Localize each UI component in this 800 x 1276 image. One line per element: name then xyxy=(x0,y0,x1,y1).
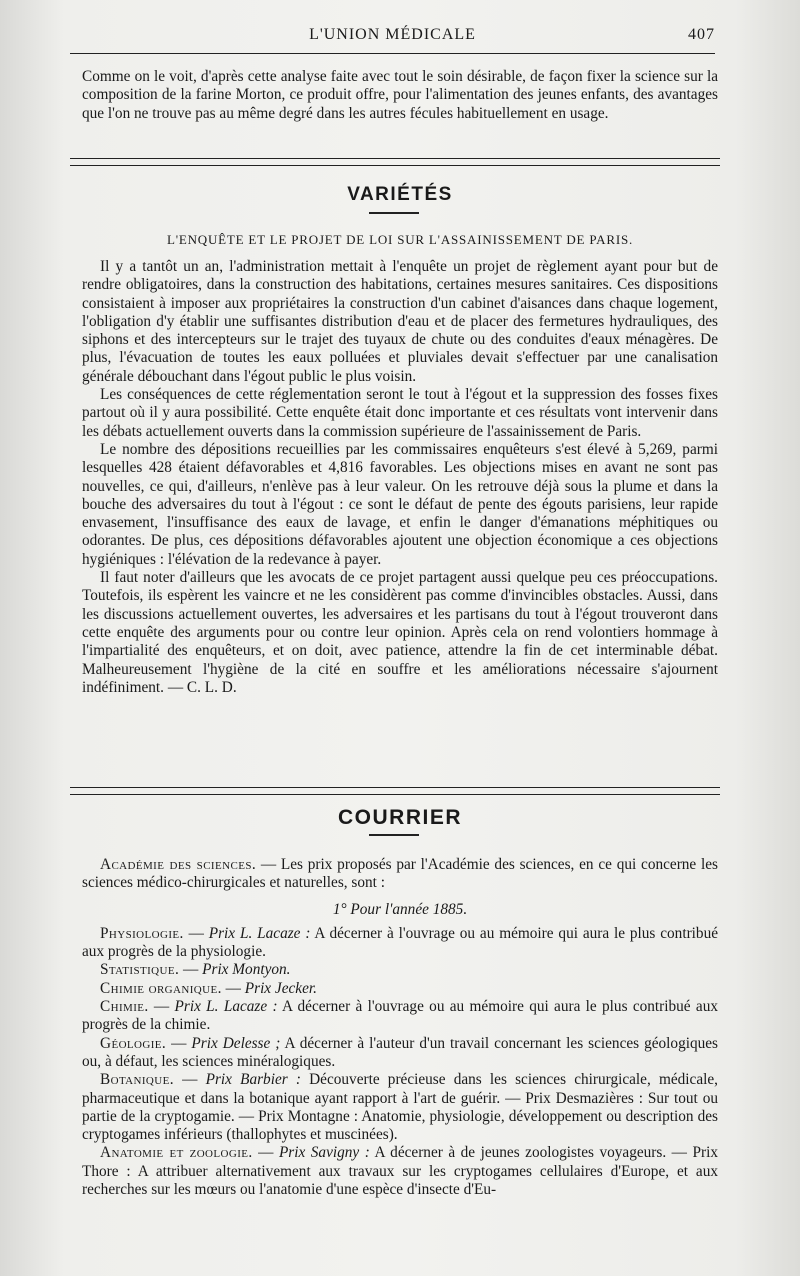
academie-label: Académie des sciences. xyxy=(100,856,257,873)
prize-name: Prix L. Lacaze : xyxy=(208,924,311,942)
prize-chimie: Chimie. — Prix L. Lacaze : A décerner à l'ouvrage ou au mémoire qui aura le plus contribué aux progrès de la chimie. xyxy=(82,998,718,1034)
varietes-paragraph-2: Les conséquences de cette réglementation seront le tout à l'égout et la suppression des fosses fixes partout où il y aura possibilité. Cette enquête était donc importante et ces résultats vont intervenir dans les débats actuellement ouverts dans la commission supérieure de l'assainissement de Paris. xyxy=(82,386,718,440)
academie-paragraph xyxy=(82,856,718,893)
prize-name: Prix Barbier : xyxy=(205,1071,301,1089)
prize-label: Géologie. xyxy=(100,1034,167,1052)
intro-text: Comme on le voit, d'après cette analyse faite avec tout le soin désirable, de façon fixer la science sur la composition de la farine Morton, ce produit offre, pour l'alimentation des jeunes enfants, des avantages que l'on ne trouve pas au même degré dans les autres fécules habituellement en usage. xyxy=(82,68,718,122)
varietes-paragraph-3: Le nombre des dépositions recueillies par les commissaires enquêteurs s'est élevé à 5,269, parmi lesquelles 428 étaient défavorables et 4,816 favorables. Les objections mises en avant ne sont pas nouvelles, ce qui, d'ailleurs, n'enlève pas à leur valeur. On les retrouve déjà sous la plume et dans la bouche des adversaires du tout à l'égout : ce sont le défaut de pente des égouts parisiens, leur rapide envasement, l'insuffisance des eaux de lavage, et enfin le danger d'émanations méphitiques ou odorantes. De plus, ces dépositions défavorables ajoutent une objection économique a ces objections hygiéniques : l'élévation de la redevance à payer. xyxy=(82,440,718,568)
prize-statistique: Statistique. — Prix Montyon. xyxy=(100,961,291,979)
varietes-body xyxy=(82,258,718,697)
prize-label: Chimie. xyxy=(100,998,149,1016)
varietes-paragraph-4: Il faut noter d'ailleurs que les avocats de ce projet partagent aussi quelque peu ces préoccupations. Toutefois, ils espèrent les vaincre et ne les considèrent pas comme d'invincibles obstacles. Aussi, dans les discussions actuellement ouvertes, les adversaires et les partisans du tout à l'égout trouveront dans cette enquête des arguments pour ou contre leur opinion. Après cela on rend volontiers hommage à l'impartialité des enquêteurs, et on doit, avec patience, attendre la fin de cet interminable débat. Malheureusement l'hygiène de la cité en souffre et les améliorations nécessaire s'ajournent indéfiniment. — C. L. D. xyxy=(82,569,718,696)
prize-text: A décerner à l'ouvrage ou au mémoire qui aura le plus contribué aux progrès de la physiologie. xyxy=(82,924,719,961)
prize-chimie-organique: Chimie organique. — Prix Jecker. xyxy=(100,979,317,997)
running-header xyxy=(70,26,715,54)
title-underline xyxy=(369,212,419,214)
varietes-title: VARIÉTÉS xyxy=(347,184,453,205)
prize-text: A décerner à l'ouvrage ou au mémoire qui aura le plus contribué aux progrès de la chimie. xyxy=(82,998,718,1034)
prize-name: Prix L. Lacaze : xyxy=(174,998,278,1016)
academie-text: — Les prix proposés par l'Académie des sciences, en ce qui concerne les sciences médico-chirurgicales et naturelles, sont : xyxy=(82,856,718,892)
prize-name: Prix Jecker. xyxy=(244,979,317,997)
prize-name: Prix Montyon. xyxy=(202,961,291,979)
prize-name: Prix Delesse ; xyxy=(191,1034,281,1052)
journal-title: L'UNION MÉDICALE xyxy=(309,26,476,43)
courrier-body xyxy=(82,856,718,1199)
prize-name: Prix Savigny : xyxy=(278,1144,370,1162)
prize-text: Découverte précieuse dans les sciences chirurgicale, médicale, pharmaceutique et dans la botanique ayant rapport à l'art de guérir. — Prix Desmazières : Sur tout ou partie de la cryptogamie. — Prix Montagne : Anatomie, physiologie, développement ou description des cryptogames inférieurs (thallophytes et muscinées). xyxy=(82,1071,718,1144)
prize-label: Chimie organique. xyxy=(100,979,222,997)
intro-paragraph xyxy=(82,68,718,123)
prize-anatomie: Anatomie et zoologie. — Prix Savigny : A décerner à de jeunes zoologistes voyageurs. — Prix Thore : A attribuer alternativement aux travaux sur les cryptogames cellulaires d'Europe, et aux recherches sur les mœurs ou l'anatomie d'une espèce d'insecte d'Eu- xyxy=(82,1144,718,1199)
section-divider-2 xyxy=(70,787,720,795)
varietes-subtitle: L'ENQUÊTE ET LE PROJET DE LOI SUR L'ASSAINISSEMENT DE PARIS. xyxy=(166,232,634,247)
prize-label: Botanique. xyxy=(100,1071,174,1089)
header-rule xyxy=(70,53,715,54)
courrier-underline xyxy=(369,834,419,836)
year-heading: 1° Pour l'année 1885. xyxy=(332,900,468,918)
section-divider xyxy=(70,158,720,166)
prize-botanique: Botanique. — Prix Barbier : Découverte précieuse dans les sciences chirurgicale, médicale, pharmaceutique et dans la botanique ayant rapport à l'art de guérir. — Prix Desmazières : Sur tout ou partie de la cryptogamie. — Prix Montagne : Anatomie, physiologie, développement ou description des cryptogames inférieurs (thallophytes et muscinées). xyxy=(82,1071,718,1144)
prize-text: A décerner à de jeunes zoologistes voyageurs. — Prix Thore : A attribuer alternativement aux travaux sur les cryptogames cellulaires d'Europe, et aux recherches sur les mœurs ou l'anatomie d'une espèce d'insecte d'Eu- xyxy=(82,1144,718,1199)
varietes-paragraph-1: Il y a tantôt un an, l'administration mettait à l'enquête un projet de règlement ayant pour but de rendre obligatoires, dans la construction des habitations, certaines mesures sanitaires. Ces dispositions consistaient à imposer aux propriétaires la construction d'un cabinet d'aisances dans chaque logement, l'obligation d'y établir une suffisantes distribution d'eau et de placer des fermetures hydrauliques, des siphons et des intercepteurs sur le trajet des tuyaux de chute ou des conduites d'eaux ménagères. De plus, l'évacuation de toutes les eaux polluées et pluviales devait s'effectuer par une canalisation générale débouchant dans l'égout public le plus voisin. xyxy=(82,258,718,385)
prize-geologie: Géologie. — Prix Delesse ; A décerner à l'auteur d'un travail concernant les sciences géologiques ou, à défaut, les sciences minéralogiques. xyxy=(82,1034,719,1070)
page-number: 407 xyxy=(688,26,715,43)
courrier-title: COURRIER xyxy=(337,806,462,829)
prize-label: Anatomie et zoologie. xyxy=(100,1144,253,1162)
prize-text: A décerner à l'auteur d'un travail concernant les sciences géologiques ou, à défaut, les sciences minéralogiques. xyxy=(82,1034,719,1070)
prize-label: Statistique. xyxy=(100,961,180,979)
prize-label: Physiologie. xyxy=(100,924,184,942)
prize-physiologie: Physiologie. — Prix L. Lacaze : A décerner à l'ouvrage ou au mémoire qui aura le plus contribué aux progrès de la physiologie. xyxy=(82,924,719,961)
